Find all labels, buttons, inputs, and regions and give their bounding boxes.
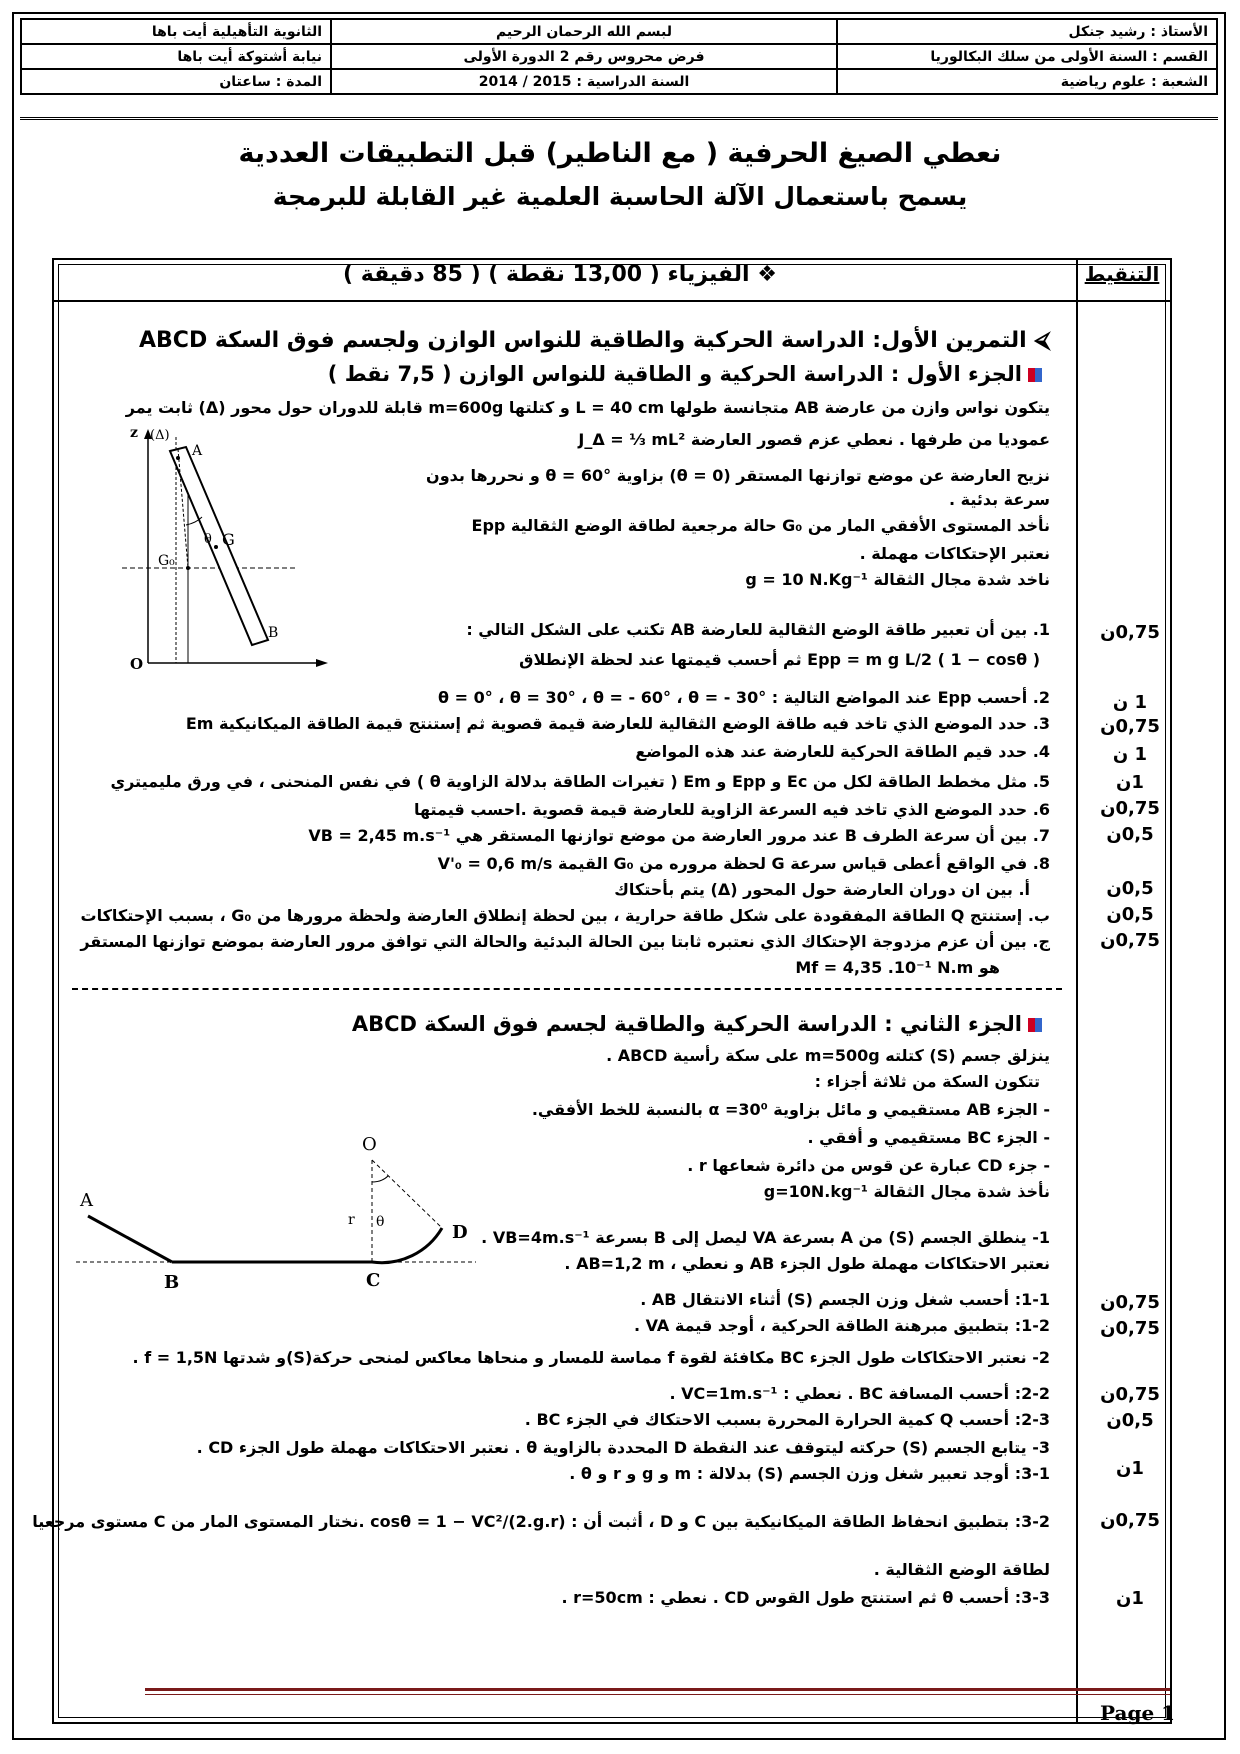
question: 3-1: أوجد تعبير شغل وزن الجسم (S) بدلالة : m و g و r و θ . bbox=[569, 1464, 1050, 1483]
page-number: Page 1 bbox=[1100, 1701, 1176, 1725]
grade: 0,75ن bbox=[1100, 930, 1160, 951]
question: 3- يتابع الجسم (S) حركته ليتوقف عند النقطة D المحددة بالزاوية θ . نعتبر الاحتكاكات مهملة طول الجزء CD . bbox=[196, 1438, 1050, 1457]
question: 4. حدد قيم الطاقة الحركية للعارضة عند هذه المواضع bbox=[635, 742, 1050, 761]
grade: 0,75ن bbox=[1100, 1510, 1160, 1531]
question: 8. في الواقع أعطى قياس سرعة G لحظة مروره من G₀ القيمة V'₀ = 0,6 m/s bbox=[437, 854, 1050, 873]
grid-header-divider bbox=[54, 300, 1170, 302]
label-z: z bbox=[130, 425, 138, 441]
exercise-title: ⮘ التمرين الأول: الدراسة الحركية والطاقية للنواس الوازن ولجسم فوق السكة ABCD bbox=[139, 328, 1050, 353]
question: 2. أحسب Epp عند المواضع التالية : θ = 0° ، θ = 30° ، θ = - 60° ، θ = - 30° bbox=[438, 688, 1050, 707]
part1-line: عموديا من طرفها . نعطي عزم قصور العارضة J_Δ = ⅓ mL² bbox=[578, 430, 1050, 449]
part2-title-text: الجزء الثاني : الدراسة الحركية والطاقية لجسم فوق السكة ABCD bbox=[351, 1012, 1022, 1036]
grade: 0,5ن bbox=[1106, 824, 1154, 845]
question: 2-2: أحسب المسافة BC . نعطي : VC=1m.s⁻¹ . bbox=[669, 1384, 1050, 1403]
instruction-title-1: نعطي الصيغ الحرفية ( مع الناطير) قبل التطبيقات العددية bbox=[238, 138, 1002, 169]
bar-AB bbox=[170, 447, 268, 645]
part2-line: ينزلق جسم (S) كتلته m=500g على سكة رأسية ABCD . bbox=[606, 1046, 1050, 1065]
label-r: r bbox=[348, 1212, 355, 1228]
header-basmala: لبسم الله الرحمان الرحيم bbox=[331, 19, 837, 44]
header-table bbox=[20, 18, 1218, 95]
header-section: القسم : السنة الأولى من سلك البكالوريا bbox=[837, 44, 1217, 69]
header-divider bbox=[20, 117, 1218, 120]
question: 3. حدد الموضع الذي تاخد فيه طاقة الوضع الثقالية للعارضة قيمة قصوية ثم إستنتج قيمة الطاقة الميكانيكية Em bbox=[185, 714, 1050, 733]
label-O: O bbox=[130, 655, 144, 673]
grade: 1 ن bbox=[1112, 692, 1148, 713]
question: 1- ينطلق الجسم (S) من A بسرعة VA ليصل إلى B بسرعة VB=4m.s⁻¹ . bbox=[481, 1228, 1050, 1247]
label-A: A bbox=[80, 1190, 93, 1211]
flag-icon bbox=[1028, 1018, 1042, 1032]
physics-column-header: ❖ الفيزياء ( 13,00 نقطة ) ( 85 دقيقة ) bbox=[343, 262, 777, 287]
part1-line: نأخد المستوى الأفقي المار من G₀ حالة مرجعية لطاقة الوضع الثقالية Epp bbox=[471, 516, 1050, 535]
header-duration: المدة : ساعتان bbox=[21, 69, 331, 94]
grade: 0,75ن bbox=[1100, 716, 1160, 737]
label-B: B bbox=[164, 1272, 180, 1293]
question: 3-3: أحسب θ ثم استنتج طول القوس CD . نعطي : r=50cm . bbox=[561, 1588, 1050, 1607]
question: 2-3: أحسب Q كمية الحرارة المحررة بسبب الاحتكاك في الجزء BC . bbox=[524, 1410, 1050, 1429]
part2-line: - الجزء AB مستقيمي و مائل بزاوية α =30⁰ بالنسبة للخط الأفقي. bbox=[531, 1100, 1050, 1119]
instruction-title-2: يسمح باستعمال الآلة الحاسبة العلمية غير القابلة للبرمجة bbox=[272, 182, 968, 211]
grade: 0,75ن bbox=[1100, 798, 1160, 819]
pendulum-figure bbox=[118, 425, 338, 673]
part1-line: نعتبر الإحتكاكات مهملة . bbox=[859, 544, 1050, 563]
x-axis-arrow bbox=[316, 659, 328, 667]
header-teacher: الأستاذ : رشيد جنكل bbox=[837, 19, 1217, 44]
point-G-dot bbox=[214, 545, 218, 549]
question: 1. بين أن تعبير طاقة الوضع الثقالية للعارضة AB تكتب على الشكل التالي : bbox=[466, 620, 1050, 639]
question: ج. بين أن عزم مزدوجة الإحتكاك الذي نعتبره ثابتا بين الحالة البدئية والحالة التي توافق مرور العارضة بموضع توازنها المستقر bbox=[80, 932, 1050, 951]
section-divider bbox=[72, 988, 1062, 990]
question: 6. حدد الموضع الذي تاخد فيه السرعة الزاوية للعارضة قيمة قصوية .احسب قيمتها bbox=[413, 800, 1050, 819]
header-year: السنة الدراسية : 2015 / 2014 bbox=[331, 69, 837, 94]
grade: 0,75ن bbox=[1100, 1318, 1160, 1339]
grade: 1ن bbox=[1116, 1588, 1144, 1609]
label-G0: G₀ bbox=[158, 553, 175, 569]
footer-rule-thin bbox=[145, 1694, 1170, 1695]
question: أ. بين ان دوران العارضة حول المحور (Δ) يتم بأحتكاك bbox=[614, 880, 1030, 899]
grade: 1ن bbox=[1116, 1458, 1144, 1479]
part1-line: سرعة بدئية . bbox=[948, 490, 1050, 509]
grade: 0,75ن bbox=[1100, 1384, 1160, 1405]
label-A: A bbox=[192, 443, 203, 459]
question: لطاقة الوضع الثقالية . bbox=[873, 1560, 1050, 1579]
grade: 1ن bbox=[1116, 772, 1144, 793]
flag-icon bbox=[1028, 368, 1042, 382]
label-C: C bbox=[366, 1270, 381, 1291]
part2-line: - الجزء BC مستقيمي و أفقي . bbox=[807, 1128, 1050, 1147]
label-B: B bbox=[268, 625, 279, 641]
header-branch: الشعبة : علوم رياضية bbox=[837, 69, 1217, 94]
grade: 1 ن bbox=[1112, 744, 1148, 765]
question: 5. مثل مخطط الطاقة لكل من Ec و Epp و Em ( تغيرات الطاقة بدلالة الزاوية θ ) في نفس المنحنى ، في ورق مليميتري bbox=[110, 772, 1050, 791]
part1-title bbox=[328, 362, 1042, 386]
label-O: O bbox=[362, 1134, 377, 1155]
part1-title-text: الجزء الأول : الدراسة الحركية و الطاقية للنواس الوازن ( 7,5 نقط ) bbox=[327, 362, 1022, 386]
footer-rule bbox=[145, 1688, 1170, 1691]
segment-AB bbox=[88, 1216, 172, 1262]
question: Epp = m g L/2 ( 1 − cosθ ) ثم أحسب قيمتها عند لحظة الإنطلاق bbox=[519, 650, 1040, 669]
label-delta: (Δ) bbox=[150, 428, 170, 443]
part2-line: تتكون السكة من ثلاثة أجزاء : bbox=[814, 1072, 1040, 1091]
point-G0-dot bbox=[186, 566, 190, 570]
question: 1-1: أحسب شغل وزن الجسم (S) أثناء الانتقال AB . bbox=[640, 1290, 1050, 1309]
question: ب. إستنتج Q الطاقة المفقودة على شكل طاقة حرارية ، بين لحظة إنطلاق العارضة ولحظة مرورها من G₀ ، بسبب الإحتكاكات bbox=[80, 906, 1050, 925]
theta-arc-2 bbox=[372, 1176, 388, 1182]
label-theta: θ bbox=[204, 532, 212, 547]
header-school: الثانوية التأهيلية أيت باها bbox=[21, 19, 331, 44]
part1-line: يتكون نواس وازن من عارضة AB متجانسة طولها L = 40 cm و كتلتها m=600g قابلة للدوران حول محور (Δ) ثابت يمر bbox=[125, 398, 1050, 417]
label-D: D bbox=[452, 1222, 468, 1243]
part1-line: ناخد شدة مجال الثقالة g = 10 N.Kg⁻¹ bbox=[745, 570, 1050, 589]
arc-CD bbox=[372, 1228, 442, 1263]
part1-line: نزيح العارضة عن موضع توازنها المستقر (θ = 0) بزاوية θ = 60° و نحررها بدون bbox=[426, 466, 1050, 485]
grading-column-header: التنقيط bbox=[1084, 262, 1160, 286]
grade: 0,75ن bbox=[1100, 1292, 1160, 1313]
question: 1-2: بتطبيق مبرهنة الطاقة الحركية ، أوجد قيمة VA . bbox=[633, 1316, 1050, 1335]
question: 2- نعتبر الاحتكاكات طول الجزء BC مكافئة لقوة f مماسة للمسار و منحاها معاكس لمنحى حركة(S)و شدتها f = 1,5N . bbox=[132, 1348, 1050, 1367]
header-exam: فرض محروس رقم 2 الدورة الأولى bbox=[331, 44, 837, 69]
part2-line: - جزء CD عبارة عن قوس من دائرة شعاعها r . bbox=[687, 1156, 1050, 1175]
grade: 0,5ن bbox=[1106, 1410, 1154, 1431]
question: نعتبر الاحتكاكات مهملة طول الجزء AB و نعطي ، AB=1,2 m . bbox=[564, 1254, 1050, 1273]
header-directorate: نيابة أشتوكة أيت باها bbox=[21, 44, 331, 69]
question: 7. بين أن سرعة الطرف B عند مرور العارضة من موضع توازنها المستقر هي VB = 2,45 m.s⁻¹ bbox=[308, 826, 1050, 845]
part2-line: نأخذ شدة مجال الثقالة g=10N.kg⁻¹ bbox=[763, 1182, 1050, 1201]
track-figure bbox=[76, 1132, 486, 1332]
grade: 0,5ن bbox=[1106, 878, 1154, 899]
point-A-dot bbox=[176, 456, 180, 460]
question: هو Mf = 4,35 .10⁻¹ N.m bbox=[795, 958, 1000, 977]
part2-title bbox=[352, 1012, 1042, 1036]
grade: 0,75ن bbox=[1100, 622, 1160, 643]
grid-column-divider bbox=[1076, 260, 1078, 1722]
question: 3-2: بتطبيق انحفاظ الطاقة الميكانيكية بين C و D ، أثبت أن : cosθ = 1 − VC²/(2.g.r) .نختار المستوى المار من C مستوى مرجعيا bbox=[32, 1512, 1050, 1531]
grade: 0,5ن bbox=[1106, 904, 1154, 925]
label-theta: θ bbox=[376, 1214, 385, 1230]
label-G: G bbox=[222, 530, 235, 549]
